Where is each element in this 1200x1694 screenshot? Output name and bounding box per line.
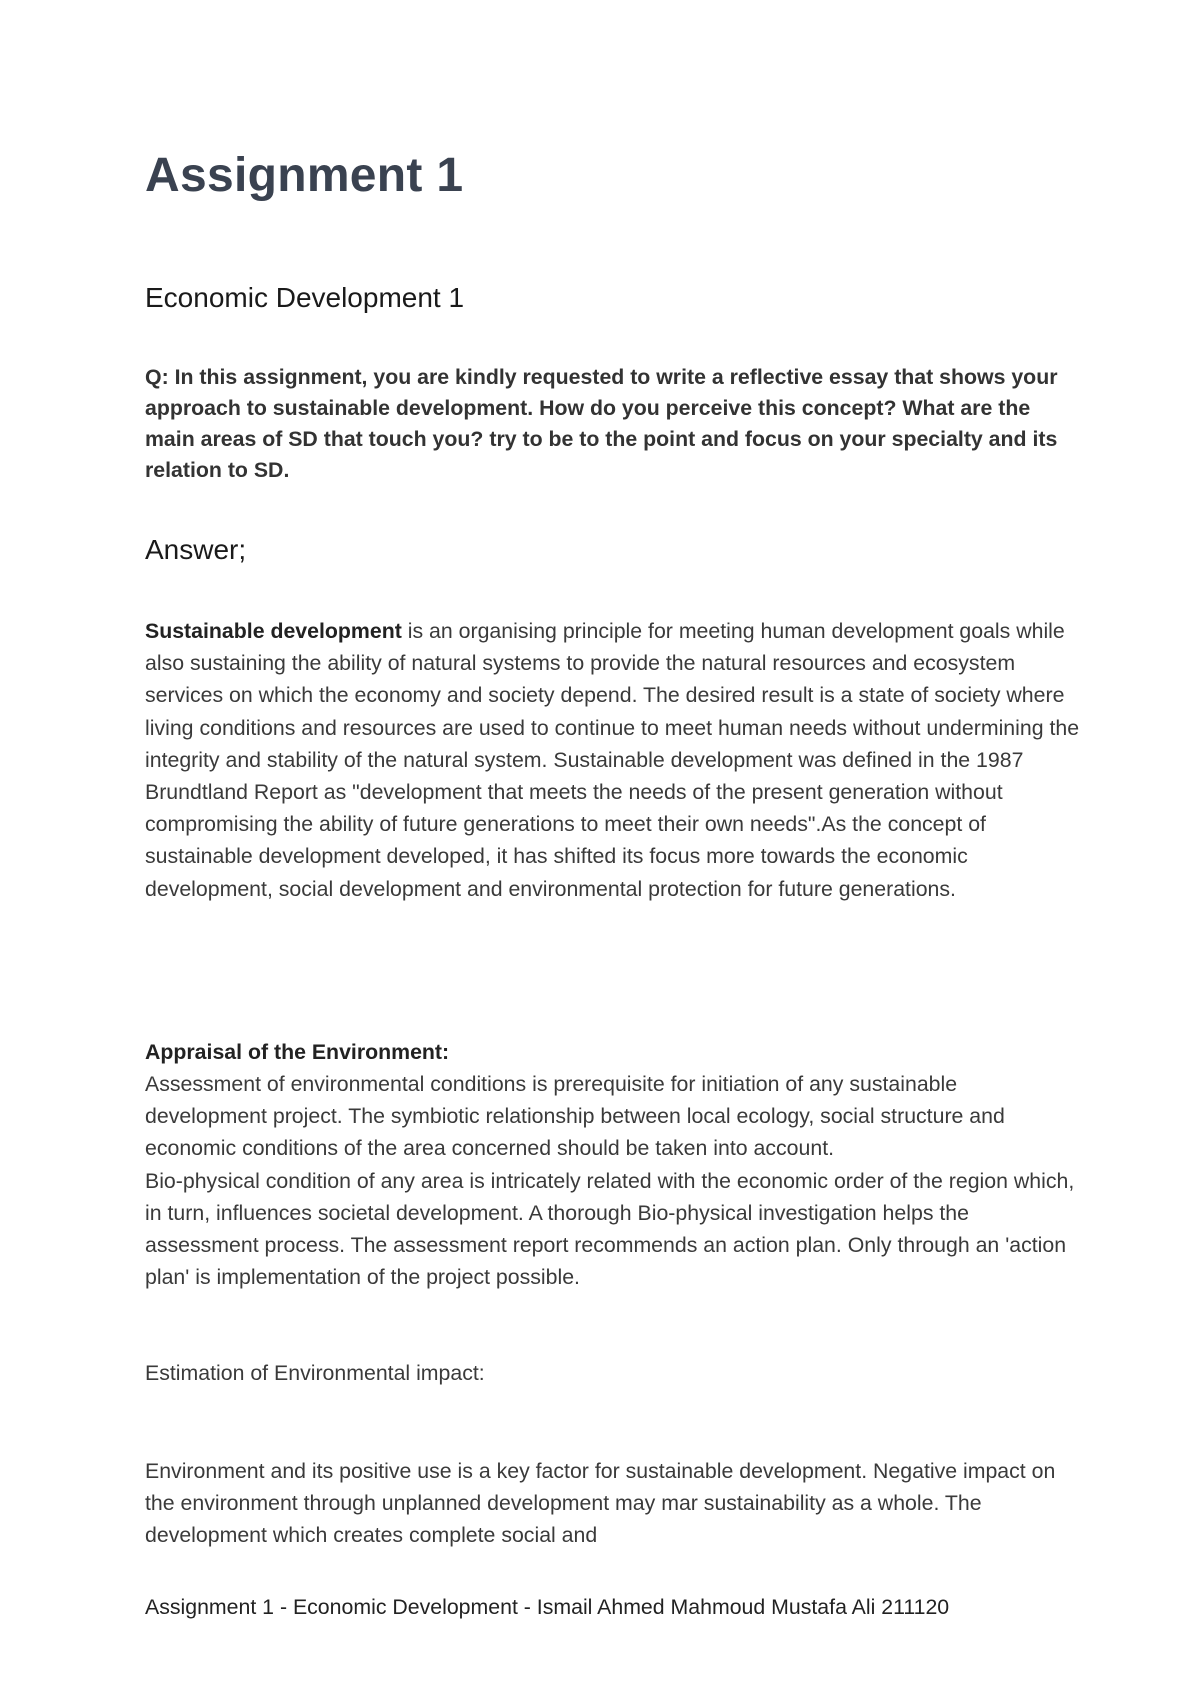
paragraph-sustainable-development-text: is an organising principle for meeting human development goals while also sustaining the ability of natural systems to provide the natural resources and ecosystem services on which the economy and society depend. The desired result is a state of society where living conditions and resources are used to continue to meet human needs without undermining the integrity and stability of the natural system. Sustainable development was defined in the 1987 Brundtland Report as "development that meets the needs of the present generation without compromising the ability of future generations to meet their own needs".As the concept of sustainable development developed, it has shifted its focus more towards the economic development, social development and environmental protection for future generations. — [145, 619, 1080, 901]
estimation-heading: Estimation of Environmental impact: — [145, 1361, 485, 1385]
page-footer: Assignment 1 - Economic Development - Ismail Ahmed Mahmoud Mustafa Ali 211120 — [145, 1595, 950, 1619]
environment-paragraph: Environment and its positive use is a key factor for sustainable development. Negative impact on the environment through unplanned development may mar sustainability as a whole. The development which creates complete social and — [145, 1459, 1056, 1548]
answer-heading: Answer; — [145, 534, 247, 565]
appraisal-section — [145, 1068, 1080, 1293]
paragraph-sustainable-development — [145, 615, 1080, 905]
document-title: Assignment 1 — [145, 149, 464, 202]
appraisal-paragraph-1: Assessment of environmental conditions is prerequisite for initiation of any sustainable development project. The symbiotic relationship between local ecology, social structure and economic conditions of the area concerned should be taken into account. — [145, 1072, 1005, 1161]
appraisal-paragraph-2: Bio-physical condition of any area is intricately related with the economic order of the region which, in turn, influences societal development. A thorough Bio-physical investigation helps the assessment process. The assessment report recommends an action plan. Only through an 'action plan' is implementation of the project possible. — [145, 1168, 1075, 1290]
question-text: Q: In this assignment, you are kindly requested to write a reflective essay that shows your approach to sustainable development. How do you perceive this concept? What are the main areas of SD that touch you? try to be to the point and focus on your specialty and its relation to SD. — [145, 365, 1058, 482]
term-sustainable-development: Sustainable development — [145, 619, 402, 643]
appraisal-heading: Appraisal of the Environment: — [145, 1040, 450, 1064]
document-subtitle: Economic Development 1 — [145, 282, 465, 313]
